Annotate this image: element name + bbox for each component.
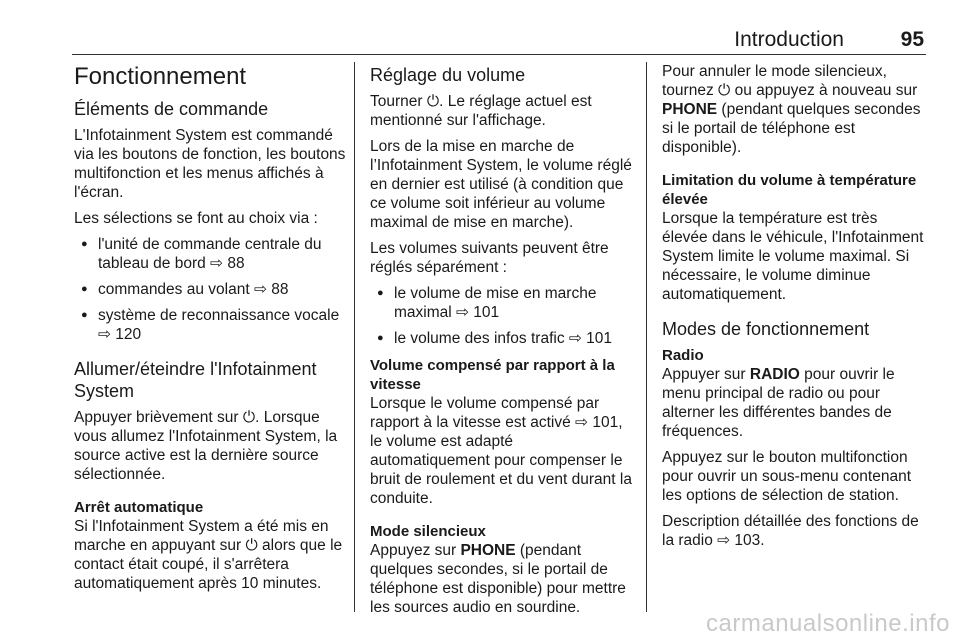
watermark: carmanualsonline.info xyxy=(706,610,950,637)
chapter-title: Fonctionnement xyxy=(74,63,247,90)
list-item: ● commandes au volant ⇨ 88 xyxy=(74,280,346,299)
column-divider xyxy=(354,62,355,612)
bullet-list xyxy=(74,235,346,344)
paragraph: L'Infotainment System est commandé via les boutons de fonction, les boutons multifonction et les menus affichés à l'écran. xyxy=(74,127,346,201)
column-divider xyxy=(646,62,647,612)
section-title: Introduction xyxy=(734,28,844,51)
phone-button-label: PHONE xyxy=(662,101,718,118)
paragraph: Appuyez sur le bouton multifonction pour ouvrir un sous-menu contenant les options de sélection de station. xyxy=(662,449,912,504)
heading-silencieux: Mode silencieux xyxy=(370,523,486,540)
heading-allumer: Allumer/éteindre l'Infotainment System xyxy=(74,359,317,401)
list-item: ● système de reconnaissance vocale ⇨ 120 xyxy=(74,306,346,344)
heading-modes: Modes de fonctionnement xyxy=(662,319,870,339)
paragraph: Lorsque la température est très élevée dans le véhicule, l'Infotainment System limite le volume maximal. Si nécessaire, le volume diminue automatiquement. xyxy=(662,210,924,303)
heading-limitation: Limitation du volume à température élevée xyxy=(662,172,917,208)
paragraph: Pour annuler le mode silencieux, tournez ⏻ ou appuyez à nouveau sur PHONE (pendant quelques secondes si le portail de téléphone est disponible). xyxy=(662,63,921,156)
list-item: ● le volume de mise en marche maximal ⇨ 101 xyxy=(370,284,633,322)
column-2 xyxy=(370,62,633,624)
heading-compense: Volume compensé par rapport à la vitesse xyxy=(370,357,615,393)
heading-elements: Éléments de commande xyxy=(74,99,269,119)
paragraph: Appuyer sur RADIO pour ouvrir le menu principal de radio ou pour alterner les différentes bandes de fréquences. xyxy=(662,366,895,440)
radio-button-label: RADIO xyxy=(749,366,800,383)
paragraph: Si l'Infotainment System a été mis en marche en appuyant sur ⏻ alors que le contact était coupé, il s'arrêtera automatiquement après 10 minutes. xyxy=(74,518,343,592)
paragraph: Tourner ⏻. Le réglage actuel est mentionné sur l'affichage. xyxy=(370,93,592,129)
page-number: 95 xyxy=(900,28,924,51)
phone-button-label: PHONE xyxy=(460,542,516,559)
heading-radio: Radio xyxy=(662,347,704,364)
heading-arret: Arrêt automatique xyxy=(74,499,204,516)
column-1 xyxy=(74,62,346,600)
paragraph: Appuyez sur PHONE (pendant quelques secondes, si le portail de téléphone est disponible) pour mettre les sources audio en sourdine. xyxy=(370,542,626,616)
paragraph: Description détaillée des fonctions de la radio ⇨ 103. xyxy=(662,513,919,549)
paragraph: Appuyer brièvement sur ⏻. Lorsque vous allumez l'Infotainment System, la source active est la dernière source sélectionnée. xyxy=(74,409,338,483)
column-3 xyxy=(662,62,926,557)
list-item: ● le volume des infos trafic ⇨ 101 xyxy=(370,329,633,348)
paragraph: Lorsque le volume compensé par rapport à la vitesse est activé ⇨ 101, le volume est adapté automatiquement pour compenser le bruit de roulement et du vent durant la conduite. xyxy=(370,395,632,507)
paragraph: Les volumes suivants peuvent être réglés séparément : xyxy=(370,240,609,276)
paragraph: Lors de la mise en marche de l’Infotainment System, le volume réglé en dernier est utilisé (à condition que ce volume soit inférieur au volume maximal de mise en marche). xyxy=(370,138,632,231)
list-item: ● l'unité de commande centrale du tableau de bord ⇨ 88 xyxy=(74,235,346,273)
page-header xyxy=(72,24,926,55)
paragraph: Les sélections se font au choix via : xyxy=(74,210,318,227)
bullet-list xyxy=(370,284,633,348)
heading-volume: Réglage du volume xyxy=(370,65,526,85)
